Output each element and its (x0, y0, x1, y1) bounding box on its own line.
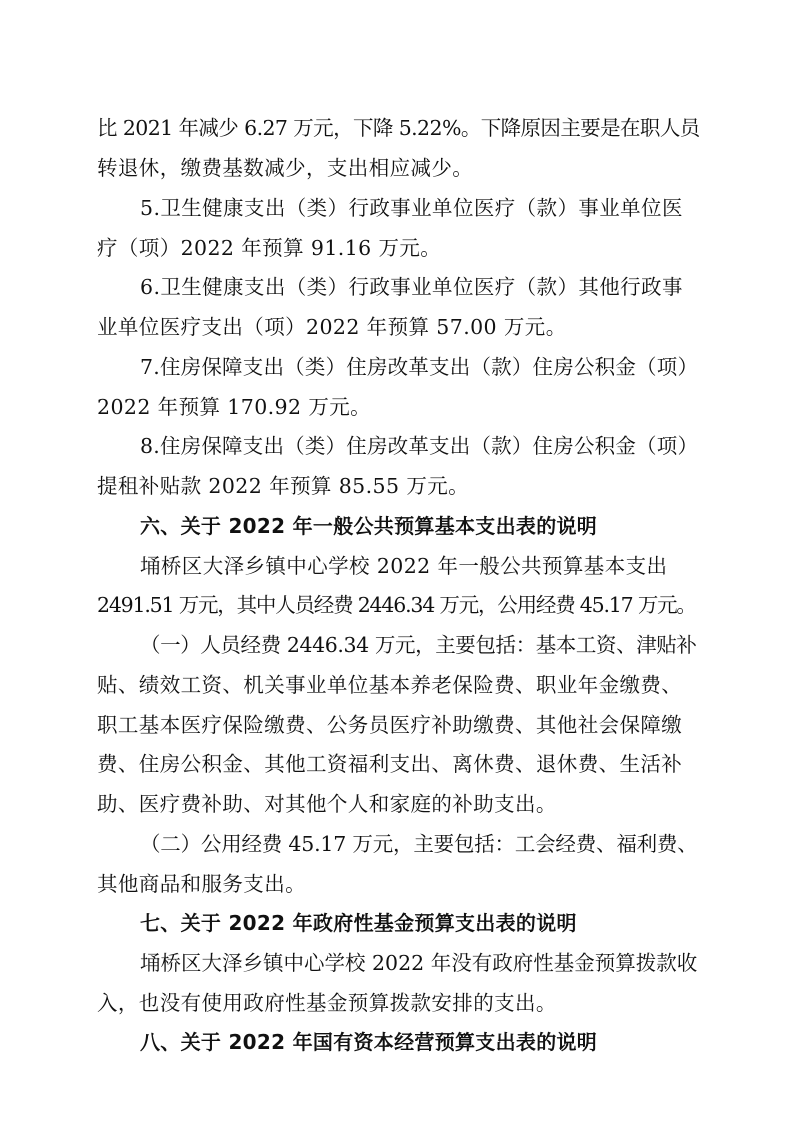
text-line: 贴、绩效工资、机关事业单位基本养老保险费、职业年金缴费、 (97, 673, 683, 697)
text-line: 8.住房保障支出（类）住房改革支出（款）住房公积金（项） (140, 434, 699, 458)
text-line: （二）公用经费 45.17 万元，主要包括：工会经费、福利费、 (140, 832, 698, 856)
text-line: 转退休，缴费基数减少，支出相应减少。 (97, 156, 474, 180)
section-heading-6: 六、关于 2022 年一般公共预算基本支出表的说明 (140, 514, 598, 538)
text-line: 职工基本医疗保险缴费、公务员医疗补助缴费、其他社会保障缴 (97, 713, 683, 737)
text-line: 提租补贴款 2022 年预算 85.55 万元。 (97, 474, 470, 498)
text-line: 2022 年预算 170.92 万元。 (97, 395, 372, 419)
text-line: 助、医疗费补助、对其他个人和家庭的补助支出。 (97, 792, 557, 816)
text-line: 7.住房保障支出（类）住房改革支出（款）住房公积金（项） (140, 355, 699, 379)
text-line: （一）人员经费 2446.34 万元，主要包括：基本工资、津贴补 (140, 633, 697, 657)
text-line: 2491.51 万元，其中人员经费 2446.34 万元，公用经费 45.17 万元。 (97, 593, 696, 617)
text-line: 埇桥区大泽乡镇中心学校 2022 年一般公共预算基本支出 (140, 554, 668, 578)
text-line: 业单位医疗支出（项）2022 年预算 57.00 万元。 (97, 315, 567, 339)
section-heading-8: 八、关于 2022 年国有资本经营预算支出表的说明 (140, 1030, 598, 1054)
text-line: 6.卫生健康支出（类）行政事业单位医疗（款）其他行政事 (140, 275, 683, 299)
text-line: 比 2021 年减少 6.27 万元，下降 5.22%。下降原因主要是在职人员 (97, 116, 700, 140)
text-line: 费、住房公积金、其他工资福利支出、离休费、退休费、生活补 (97, 752, 683, 776)
text-line: 其他商品和服务支出。 (97, 872, 306, 896)
section-heading-7: 七、关于 2022 年政府性基金预算支出表的说明 (140, 911, 577, 935)
text-line: 埇桥区大泽乡镇中心学校 2022 年没有政府性基金预算拨款收 (140, 951, 698, 975)
text-line: 疗（项）2022 年预算 91.16 万元。 (97, 236, 442, 260)
text-line: 5.卫生健康支出（类）行政事业单位医疗（款）事业单位医 (140, 196, 683, 220)
text-line: 入，也没有使用政府性基金预算拨款安排的支出。 (97, 991, 557, 1015)
